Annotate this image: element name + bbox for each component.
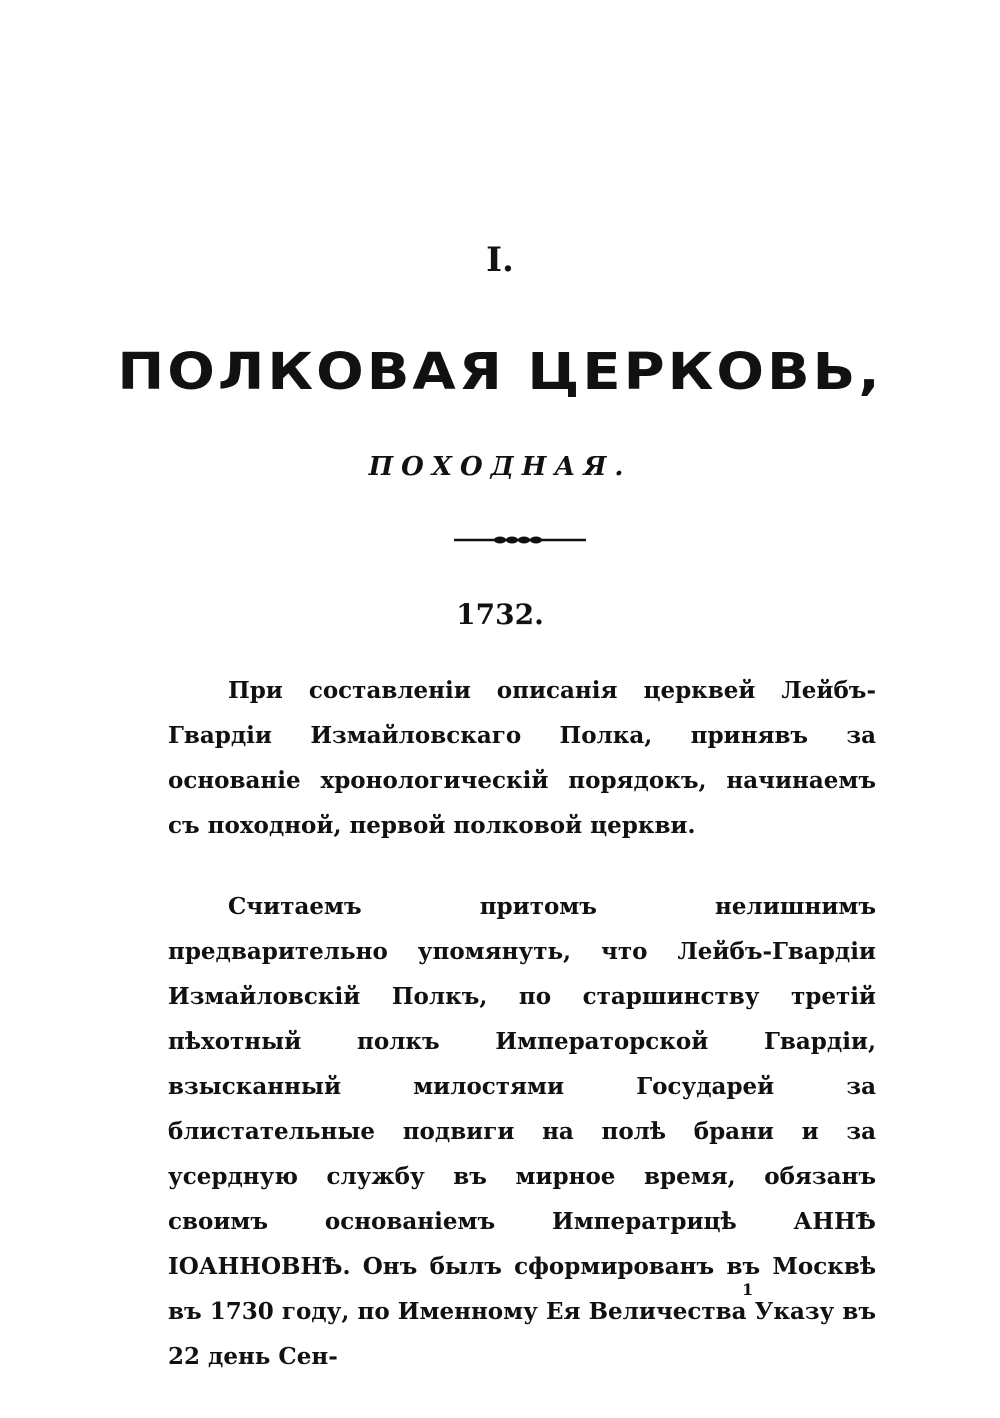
paragraph-history: Считаемъ притомъ нелишнимъ предварительно упомянуть, что Лейбъ-Гвардіи Измайловскій Полкъ, по старшинству третій пѣхотный полкъ Императорской Гвардіи, взысканный милостями Государей за блистательные подвиги на полѣ брани и за усердную службу въ мирное время, обязанъ своимъ основаніемъ Императрицѣ АННѢ ІОАННОВНѢ. Онъ былъ сформированъ въ Москвѣ въ 1730 году, по Именному Ея Величества Указу въ 22 день Сен- bbox=[168, 893, 876, 1370]
paragraph-intro: При составленіи описанія церквей Лейбъ-Гвардіи Измайловскаго Полка, принявъ за основаніе хронологическій порядокъ, начинаемъ съ походной, первой полковой церкви. bbox=[168, 677, 876, 839]
year-heading: 1732. bbox=[456, 598, 544, 631]
chapter-title: ПОЛКОВАЯ ЦЕРКОВЬ, bbox=[117, 343, 883, 402]
signature-mark: 1 bbox=[742, 1280, 754, 1299]
decorative-rule-icon bbox=[450, 530, 590, 550]
chapter-subtitle: ПОХОДНАЯ. bbox=[368, 452, 632, 482]
chapter-number: I. bbox=[486, 240, 514, 280]
